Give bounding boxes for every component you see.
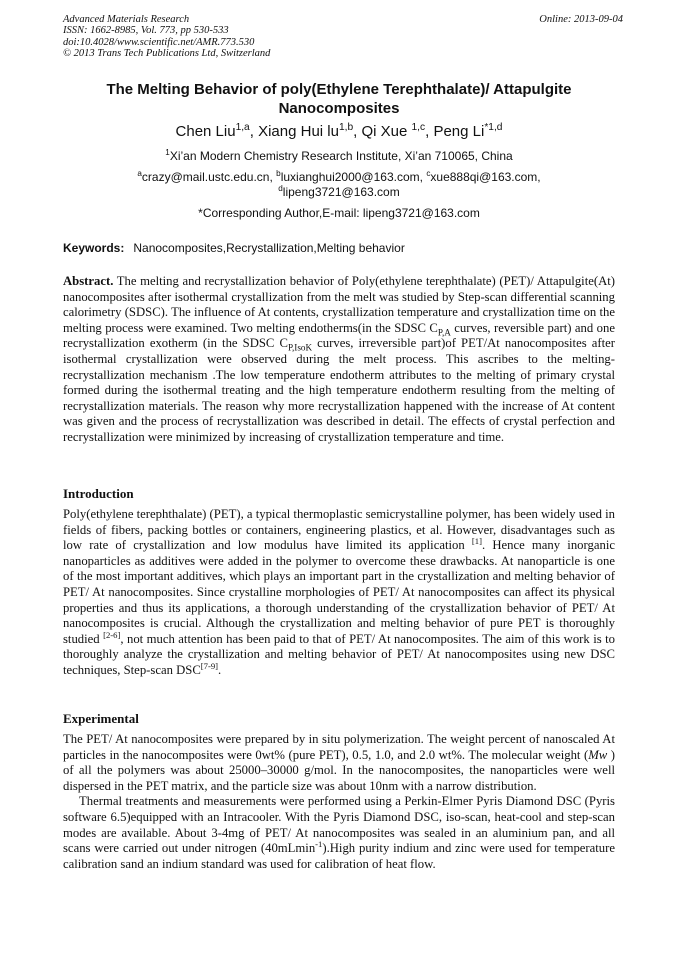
keywords-label: Keywords: xyxy=(63,241,125,255)
experimental-heading: Experimental xyxy=(63,711,139,726)
email-sup: b xyxy=(276,169,281,178)
paper-title: The Melting Behavior of poly(Ethylene Terephthalate)/ Attapulgite Nanocomposites xyxy=(106,81,572,117)
unit-superscript: -1 xyxy=(315,838,323,849)
author-name: Peng Li xyxy=(433,123,485,140)
keywords-line xyxy=(63,241,615,255)
abstract-text: curves, reversible part) and one recrystallization exotherm (in the SDSC C xyxy=(63,320,615,351)
author-list: Chen Liu$^{1,a}$, Xiang Hui lu$^{1,b}$, Qi Xue $^{1,c}$, Peng Li$^{*1,d}$ xyxy=(175,122,503,140)
exp-text: ) of all the polymers was about 25000–30000 g/mol. In the nanocomposites, the nanoparticles were well dispersed in the PET matrix, and the particle size was about 10nm with a narrow distribution. xyxy=(63,747,615,793)
affiliation-sup: 1 xyxy=(165,148,170,157)
exp-text: Thermal treatments and measurements were performed using a Perkin-Elmer Pyris Diamond DSC (Pyris software 6.5)equipped with an Intracooler. With the Pyris Diamond DSC, iso-scan, heat-cool and step-scan modes are available. About 3-4mg of PET/ At nanocomposites was sealed in an aluminium pan, and all scans were carried out under nitrogen (40mLmin xyxy=(63,794,615,856)
intro-text: . Hence many inorganic nanoparticles as additives were added in the polymer to overcome these drawbacks. At nanoparticle is one of the most important additives, which plays an important part in the crystallization and melting behavior of PET/ At nanocomposites. Since crystalline morphologies of PET/ At nanocomposites can affect its physical properties and thus its applications, a thorough understanding of the crystallization behavior of PET/ At nanocomposites is crucial. Although the crystallization and melting behavior of pure PET is thoroughly studied xyxy=(63,538,615,646)
email-link[interactable]: xue888qi@163.com, xyxy=(430,170,541,184)
email-link[interactable]: crazy@mail.ustc.edu.cn, xyxy=(141,170,277,184)
intro-text: , not much attention has been paid to that of PET/ At nanocomposites. The aim of this work is to thoroughly analyze the crystallization and melting behavior of PET/ At nanocomposites using new DSC techniques, Step-scan DSC xyxy=(63,631,615,677)
experimental-paragraph xyxy=(63,794,615,872)
email-sup: d xyxy=(278,184,283,193)
citation-ref[interactable]: [7-9] xyxy=(200,660,219,671)
introduction-paragraph xyxy=(63,507,615,679)
author-sup: *1,d xyxy=(484,122,503,133)
issn-line: ISSN: 1662-8985, Vol. 773, pp 530-533 xyxy=(63,25,229,37)
author-name: Xiang Hui lu xyxy=(258,123,339,140)
author-sup: 1,a xyxy=(235,122,250,133)
abstract-text: curves, irreversible part)of PET/At nanocomposites after isothermal crystallization were observed during the melt process. This ascribes to the melting-recrystallization mechanism .The low temperature endotherm attributes to the melting of primary crystal formed during the isothermal treating and the high temperature endotherm resulting from the melting of recrystallization materials. The reason why more recrystallization happened with the increase of At content was given and the process of recrystallization was described in detail. The effects of crystal perfection and recrystallization were minimized by increasing of crystallization temperature and time. xyxy=(63,336,615,444)
journal-name: Advanced Materials Research xyxy=(63,14,190,25)
author-sup: 1,c xyxy=(411,122,426,133)
abstract-label: Abstract. xyxy=(63,274,114,288)
email-sup: a xyxy=(137,169,142,178)
online-date: Online: 2013-09-04 xyxy=(539,14,623,25)
abstract-subscript: P,A xyxy=(437,327,451,338)
email-link[interactable]: lipeng3721@163.com xyxy=(282,185,400,199)
citation-ref[interactable]: [1] xyxy=(471,535,482,546)
keywords-text: Nanocomposites,Recrystallization,Melting behavior xyxy=(133,241,405,255)
doi-line[interactable]: doi:10.4028/www.scientific.net/AMR.773.530 xyxy=(63,36,255,48)
affiliation xyxy=(63,149,615,164)
corresponding-author: *Corresponding Author,E-mail: lipeng3721@163.com xyxy=(198,206,480,220)
author-sup: 1,b xyxy=(338,122,354,133)
email-link[interactable]: luxianghui2000@163.com, xyxy=(280,170,427,184)
abstract-subscript: P,IsoK xyxy=(287,342,313,353)
author-name: Chen Liu xyxy=(175,123,236,140)
intro-text: Poly(ethylene terephthalate) (PET), a typical thermoplastic semicrystalline polymer, has been widely used in fields of fibers, packing bottles or containers, engineering plastics, et al. However, disadvantages such as low rate of crystallization and low modulus have limited its application xyxy=(63,507,615,553)
affiliation-text: Xi’an Modern Chemistry Research Institute, Xi’an 710065, China xyxy=(169,149,513,163)
exp-text: The PET/ At nanocomposites were prepared by in situ polymerization. The weight percent of nanoscaled At particles in the nanocomposites were 0wt% (pure PET), 0.5, 1.0, and 2.0 wt%. The molecular weight ( xyxy=(63,732,615,762)
experimental-section xyxy=(63,732,615,872)
author-name: Qi Xue xyxy=(361,123,412,140)
mw-symbol: Mw xyxy=(588,747,608,762)
email-sup: c xyxy=(426,169,431,178)
email-list xyxy=(63,170,615,200)
abstract-text: The melting and recrystallization behavior of Poly(ethylene terephthalate) (PET)/ Attapulgite(At) nanocomposites after isothermal crystallization from the melt was studied by Step-scan differential scanning calorimetry (SDSC). The influence of At contents, crystallization temperature and crystallization time on the melting process were examined. Two melting endotherms(in the SDSC C xyxy=(63,274,615,335)
introduction-heading: Introduction xyxy=(63,486,134,501)
abstract-paragraph xyxy=(63,274,615,446)
journal-header xyxy=(63,14,623,60)
experimental-paragraph xyxy=(63,732,615,794)
intro-text: . xyxy=(218,662,222,677)
citation-ref[interactable]: [2-6] xyxy=(103,629,121,640)
exp-text: ).High purity indium and zinc were used for temperature calibration sand an indium standard was used for calibration of heat flow. xyxy=(63,841,616,871)
copyright-line: © 2013 Trans Tech Publications Ltd, Switzerland xyxy=(63,48,271,60)
